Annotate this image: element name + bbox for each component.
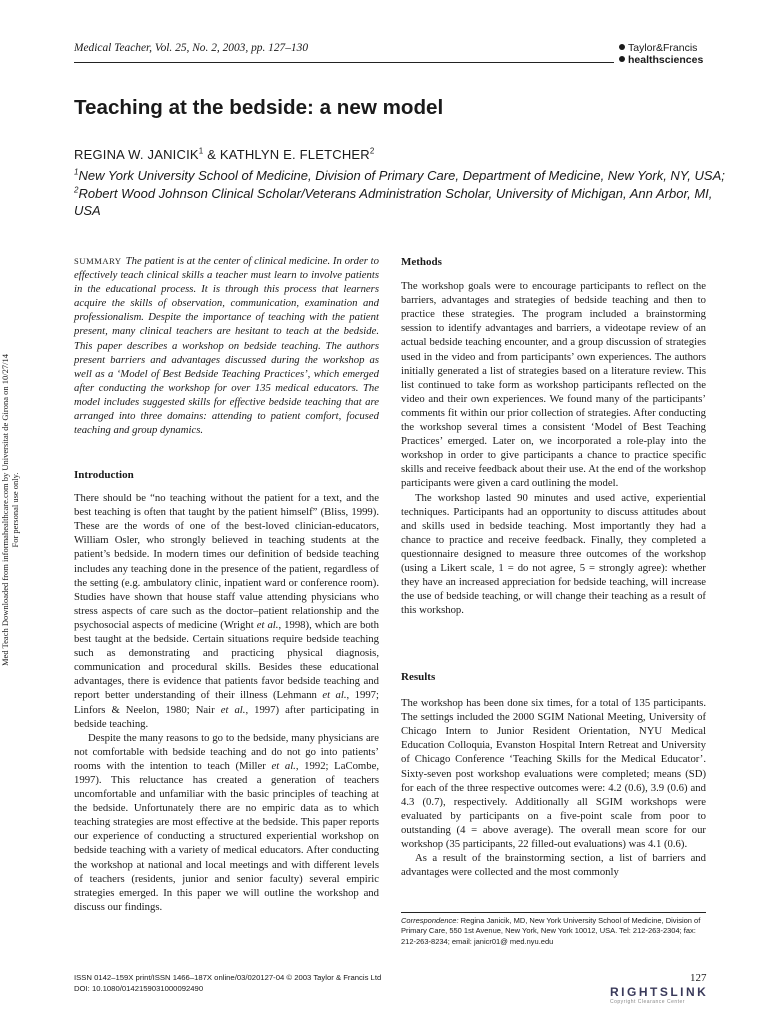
sidebar-personal-use: For personal use only. xyxy=(10,472,20,548)
author-2: KATHLYN E. FLETCHER xyxy=(219,147,370,162)
summary-abstract xyxy=(74,254,379,437)
summary-text: The patient is at the center of clinical medicine. In order to effectively teach clinical skills a teacher must learn to involve patients in the educational process. It is through this process that learners acquire the skills of observation, communication, examination and professionalism. Despite the importance of teaching with the patient present, many clinical teachers are hesitant to teach at the bedside. This paper describes a workshop on bedside teaching. The authors present barriers and advantages discussed during the workshop as well as a ‘Model of Best Bedside Teaching Practices’, which emerged after conducting the workshop for over 135 medical educators. The model includes suggested skills for effective bedside teaching that are arranged into three domains: attending to patient comfort, focused teaching and group dynamics. xyxy=(74,255,379,437)
rightslink-logo: RIGHTSLINK xyxy=(610,985,709,999)
affil-2-sup: 2 xyxy=(74,185,79,195)
affil-1: New York University School of Medicine, Division of Primary Care, Department of Medicine, New York, NY, USA; xyxy=(78,168,725,183)
author-separator: & xyxy=(203,147,220,162)
doi-line[interactable]: DOI: 10.1080/0142159031000092490 xyxy=(74,983,204,993)
results-section xyxy=(401,670,706,879)
issn-line: ISSN 0142–159X print/ISSN 1466–187X online/03/020127-04 © 2003 Taylor & Francis Ltd xyxy=(74,973,382,982)
methods-section xyxy=(401,255,706,617)
publisher-name: Taylor&Francis xyxy=(628,42,698,54)
authors xyxy=(74,147,375,162)
page-number: 127 xyxy=(690,972,707,984)
methods-heading: Methods xyxy=(401,256,442,268)
correspondence-label: Correspondence: xyxy=(401,916,459,925)
introduction-heading: Introduction xyxy=(74,469,134,481)
affil-2: Robert Wood Johnson Clinical Scholar/Veterans Administration Scholar, University of Michigan, Ann Arbor, MI, USA xyxy=(74,185,713,218)
download-sidebar xyxy=(0,320,20,700)
results-heading: Results xyxy=(401,671,436,683)
introduction-section xyxy=(74,468,379,914)
sidebar-download-note: Med Teach Downloaded from informahealthcare.com by Universitat de Girona on 10/27/14 xyxy=(0,353,10,667)
summary-label: SUMMARY xyxy=(74,256,122,266)
affil-1-sup: 1 xyxy=(74,167,79,177)
rightslink-subtitle: Copyright Clearance Center xyxy=(610,999,685,1005)
author-1: REGINA W. JANICIK xyxy=(74,147,199,162)
header-rule xyxy=(74,62,614,63)
publisher-dot-icon xyxy=(619,56,625,62)
methods-paragraph-2: The workshop lasted 90 minutes and used active, experiential techniques. Participants had an opportunity to discuss attitudes about and skills used in bedside teaching. Most importantly they had a chance to practice and receive feedback. Finally, they completed a questionnaire designed to measure three outcomes of the workshop (using a Likert scale, 1 = do not agree, 5 = strongly agree): whether they have an increased appreciation for bedside teaching, will increase the use of bedside teaching, or will change their teaching as a result of this workshop. xyxy=(401,491,706,617)
footer-identifiers xyxy=(74,973,381,994)
publisher-dot-icon xyxy=(619,44,625,50)
correspondence xyxy=(401,916,706,947)
introduction-paragraph-1: There should be “no teaching without the patient for a text, and the best teaching is often that taught by the patient himself” (Bliss, 1999). These are the words of one of the best-loved clinician-educators, William Osler, who strongly believed in teaching students at the patient’s bedside. In modern times our definition of bedside teaching includes any teaching done in the presence of the patient, regardless of the setting (e.g. ambulatory clinic, inpatient ward or conference room). Studies have shown that house staff value attending physicians who stress aspects of care such as the doctor–patient relationship and the psychosocial aspects of medicine (Wright et al., 1998), which are both best taught at the bedside. Certain situations require bedside teaching such as demonstrating and practicing physical diagnosis, communication and procedural skills. Besides these educational advantages, there is evidence that patients favor bedside teaching and report better understanding of their illness (Lehmann et al., 1997; Linfors & Neelon, 1980; Nair et al., 1997) after participating in bedside teaching. xyxy=(74,492,379,730)
author-2-sup: 2 xyxy=(369,146,375,156)
publisher-division: healthsciences xyxy=(628,54,704,66)
introduction-paragraph-2: Despite the many reasons to go to the bedside, many physicians are not comfortable with bedside teaching and do not go into patients’ rooms with the intention to teach (Miller et al., 1992; LaCombe, 1997). This reluctance has created a generation of teachers uncomfortable and unfamiliar with the basic principles of teaching at the bedside. Unfortunately there are no empiric data as to which teaching strategies are most effective at the bedside. This paper reports our experience of conducting a structured experiential workshop on bedside teaching with a variety of medical educators. After conducting the workshop at national and local meetings and with different levels of teachers (residents, junior and senior faculty) several empiric strategies emerged. In this paper we will outline the workshop and discuss our findings. xyxy=(74,731,379,913)
correspondence-rule xyxy=(401,912,706,913)
author-1-sup: 1 xyxy=(198,146,204,156)
results-paragraph-1: The workshop has been done six times, for a total of 135 participants. The settings included the 2000 SGIM National Meeting, University of Chicago Intern to Junior Resident Orientation, NYU Medical Education Colloquia, Evanston Hospital Intern Retreat and University of Chicago Conference ‘Teaching Skills for the Medical Educator’. Sixty-seven post workshop evaluations were completed; means (SD) for each of the three respective outcomes were: 4.2 (0.6), 3.9 (0.6) and 4.3 (0.7), respectively. Additionally all SGIM workshops were evaluated by participants on a five-point scale from poor to outstanding (4 = above average). The overall mean score for our workshop (35 participants, 22 filled-out evaluations) was 4.1 (0.6). xyxy=(401,697,706,851)
methods-paragraph-1: The workshop goals were to encourage participants to reflect on the barriers, advantages and strategies of bedside teaching and then to practice these strategies. The program included a brainstorming session to identify advantages and barriers, a videotape review of an actual bedside teaching encounter, and a group discussion of strategies used in the video and from participants’ own experiences. The authors initially generated a list of strategies based on a literature review. This list continued to take form as workshop participants reflected on the video and their own experiences. We found many of the participants’ comments fit within our prior collection of strategies. After conducting the workshop several times a consistent ‘Model of Best Teaching Practices’ emerged. Later on, we incorporated a role-play into the workshop in order to give participants a chance to practice specific skills and receive feedback about their use. At the end of the workshop participants were given a card outlining the model. xyxy=(401,280,706,490)
journal-citation: Medical Teacher, Vol. 25, No. 2, 2003, pp. 127–130 xyxy=(74,42,309,54)
publisher-logo xyxy=(619,42,703,66)
correspondence-text: Regina Janicik, MD, New York University School of Medicine, Division of Primary Care, 550 1st Avenue, New York, New York 10012, USA. Tel: 212-263-2304; fax: 212-263-8234; email: janicr01@ med.nyu.edu xyxy=(401,916,701,946)
affiliations xyxy=(74,167,734,220)
results-paragraph-2: As a result of the brainstorming section, a list of barriers and advantages were collected and the most commonly xyxy=(401,852,706,879)
article-title: Teaching at the bedside: a new model xyxy=(74,96,444,119)
rightslink-badge[interactable] xyxy=(610,985,760,1015)
